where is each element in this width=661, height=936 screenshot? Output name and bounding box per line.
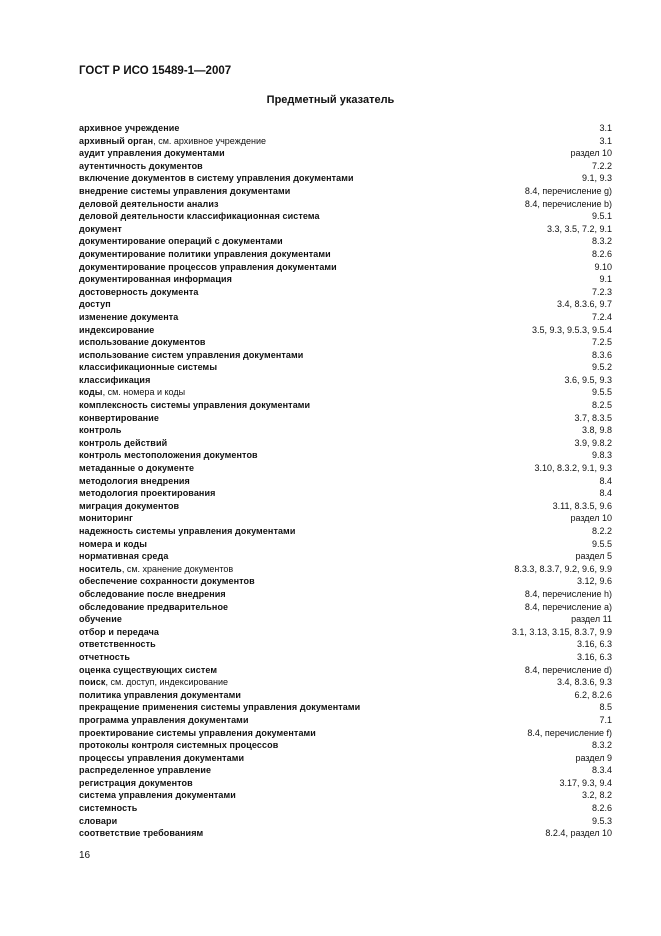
entry-term: проектирование системы управления документами: [79, 727, 316, 738]
entry-term-group: [79, 525, 295, 538]
entry-term-group: [79, 550, 168, 563]
entry-term: миграция документов: [79, 500, 180, 511]
entry-term: обследование предварительное: [79, 601, 229, 612]
entry-term-group: [79, 789, 236, 802]
entry-section-reference: 8.5: [599, 702, 612, 713]
index-entry: [79, 575, 612, 588]
entry-term-group: [79, 638, 156, 651]
entry-section-reference: 3.1, 3.13, 3.15, 8.3.7, 9.9: [511, 626, 612, 637]
entry-section-reference: 9.5.5: [591, 538, 612, 549]
entry-section-reference: 3.10, 8.3.2, 9.1, 9.3: [534, 463, 612, 474]
entry-term: обследование после внедрения: [79, 588, 226, 599]
entry-term: архивный орган: [79, 135, 154, 146]
entry-term: носитель: [79, 563, 122, 574]
index-entry: [79, 563, 612, 576]
index-entry: [79, 613, 612, 626]
index-entry: [79, 475, 612, 488]
index-entry: [79, 147, 612, 160]
entry-term: распределенное управление: [79, 765, 212, 776]
entry-term: включение документов в систему управления документами: [79, 173, 354, 184]
entry-term-group: [79, 588, 226, 601]
index-entry: [79, 298, 612, 311]
entry-term-group: [79, 462, 194, 475]
entry-term: регистрация документов: [79, 777, 193, 788]
entry-section-reference: раздел 10: [570, 148, 612, 159]
index-entry: [79, 412, 612, 425]
entry-term-group: [79, 777, 193, 790]
entry-section-reference: 8.3.3, 8.3.7, 9.2, 9.6, 9.9: [514, 563, 612, 574]
entry-term-group: [79, 689, 241, 702]
index-entry: [79, 386, 612, 399]
entry-term-group: [79, 500, 179, 513]
entry-term-group: [79, 601, 228, 614]
index-entry: [79, 122, 612, 135]
entry-term: соответствие требованиям: [79, 828, 204, 839]
index-entry: [79, 727, 612, 740]
entry-section-reference: 3.16, 6.3: [576, 651, 612, 662]
index-entry: [79, 714, 612, 727]
entry-term-group: [79, 361, 217, 374]
index-entry: [79, 764, 612, 777]
index-entry: [79, 223, 612, 236]
entry-see-reference: , см. хранение документов: [121, 563, 234, 574]
entry-term: индексирование: [79, 324, 155, 335]
entry-section-reference: 8.4: [599, 475, 612, 486]
entry-term-group: [79, 651, 130, 664]
entry-term-group: [79, 399, 310, 412]
index-entry: [79, 487, 612, 500]
entry-term: методология проектирования: [79, 488, 216, 499]
entry-term: использование документов: [79, 337, 206, 348]
entry-section-reference: раздел 10: [570, 513, 612, 524]
entry-section-reference: 9.8.3: [591, 450, 612, 461]
entry-term-group: [79, 487, 215, 500]
entry-term: классификационные системы: [79, 362, 218, 373]
entry-term-group: [79, 424, 122, 437]
entry-term: деловой деятельности анализ: [79, 198, 219, 209]
entry-term-group: [79, 701, 360, 714]
entry-section-reference: 8.2.4, раздел 10: [545, 828, 612, 839]
entry-section-reference: 9.5.3: [591, 815, 612, 826]
entry-section-reference: 3.7, 8.3.5: [574, 412, 612, 423]
index-entry: [79, 802, 612, 815]
entry-section-reference: раздел 5: [575, 551, 612, 562]
entry-section-reference: 7.2.4: [591, 311, 612, 322]
entry-section-reference: 9.1: [599, 274, 612, 285]
entry-section-reference: 8.4, перечисление g): [524, 185, 612, 196]
entry-section-reference: 9.5.2: [591, 362, 612, 373]
index-entry: [79, 198, 612, 211]
entry-section-reference: 3.4, 8.3.6, 9.7: [556, 299, 612, 310]
entry-term-group: [79, 349, 303, 362]
entry-term-group: [79, 752, 244, 765]
entry-section-reference: 3.2, 8.2: [581, 790, 612, 801]
entry-term: номера и коды: [79, 538, 147, 549]
index-entry: [79, 160, 612, 173]
entry-term-group: [79, 563, 233, 576]
entry-section-reference: 3.4, 8.3.6, 9.3: [556, 677, 612, 688]
entry-term: документированная информация: [79, 274, 232, 285]
index-entry: [79, 525, 612, 538]
entry-see-reference: , см. номера и коды: [102, 387, 186, 398]
entry-term: прекращение применения системы управления документами: [79, 702, 361, 713]
entry-section-reference: 8.2.6: [591, 803, 612, 814]
entry-term-group: [79, 235, 283, 248]
entry-term: использование систем управления документами: [79, 349, 304, 360]
entry-section-reference: 3.8, 9.8: [581, 425, 612, 436]
entry-section-reference: 3.11, 8.3.5, 9.6: [552, 500, 612, 511]
entry-term: доступ: [79, 299, 111, 310]
entry-term-group: [79, 827, 203, 840]
index-entry: [79, 588, 612, 601]
index-entry: [79, 273, 612, 286]
entry-term: конвертирование: [79, 412, 159, 423]
entry-term-group: [79, 802, 137, 815]
index-entry: [79, 374, 612, 387]
entry-section-reference: 3.12, 9.6: [576, 576, 612, 587]
index-entry: [79, 676, 612, 689]
entry-term: внедрение системы управления документами: [79, 185, 291, 196]
entry-section-reference: 8.4, перечисление a): [524, 601, 612, 612]
entry-term: классификация: [79, 374, 151, 385]
entry-section-reference: раздел 9: [575, 752, 612, 763]
entry-section-reference: 8.4, перечисление f): [527, 727, 612, 738]
entry-section-reference: 8.3.6: [591, 349, 612, 360]
entry-term-group: [79, 475, 190, 488]
entry-term-group: [79, 311, 178, 324]
entry-term-group: [79, 664, 217, 677]
index-entry: [79, 739, 612, 752]
entry-term-group: [79, 324, 154, 337]
index-entry: [79, 261, 612, 274]
entry-term: обеспечение сохранности документов: [79, 576, 255, 587]
index-entry: [79, 777, 612, 790]
entry-term-group: [79, 122, 179, 135]
entry-section-reference: 8.4, перечисление d): [524, 664, 612, 675]
entry-term-group: [79, 298, 111, 311]
entry-section-reference: 7.2.3: [591, 286, 612, 297]
entry-term: протоколы контроля системных процессов: [79, 740, 279, 751]
entry-section-reference: 3.17, 9.3, 9.4: [559, 777, 612, 788]
index-entry: [79, 135, 612, 148]
index-entry: [79, 248, 612, 261]
entry-section-reference: 8.4, перечисление h): [524, 588, 612, 599]
index-entry: [79, 286, 612, 299]
index-entry: [79, 437, 612, 450]
entry-section-reference: 9.10: [594, 261, 612, 272]
subject-index-list: [79, 122, 612, 840]
index-entry: [79, 210, 612, 223]
entry-section-reference: 3.5, 9.3, 9.5.3, 9.5.4: [531, 324, 612, 335]
entry-term: поиск: [79, 677, 106, 688]
entry-term-group: [79, 261, 337, 274]
index-entry: [79, 424, 612, 437]
entry-term: отчетность: [79, 651, 130, 662]
index-entry: [79, 324, 612, 337]
entry-section-reference: 8.2.5: [591, 400, 612, 411]
entry-term-group: [79, 185, 290, 198]
entry-term: системность: [79, 803, 138, 814]
index-entry: [79, 449, 612, 462]
entry-section-reference: 6.2, 8.2.6: [574, 689, 612, 700]
entry-term-group: [79, 676, 228, 689]
entry-term-group: [79, 437, 167, 450]
entry-term-group: [79, 172, 354, 185]
entry-term-group: [79, 613, 122, 626]
entry-see-reference: , см. архивное учреждение: [153, 135, 266, 146]
entry-term: контроль: [79, 425, 122, 436]
index-entry: [79, 185, 612, 198]
entry-term-group: [79, 198, 219, 211]
entry-section-reference: 3.1: [599, 135, 612, 146]
entry-section-reference: 9.1, 9.3: [581, 173, 612, 184]
index-entry: [79, 399, 612, 412]
entry-term-group: [79, 626, 159, 639]
entry-term: программа управления документами: [79, 714, 249, 725]
entry-term: комплексность системы управления документами: [79, 400, 311, 411]
entry-term: документ: [79, 223, 122, 234]
index-entry: [79, 550, 612, 563]
entry-term-group: [79, 336, 206, 349]
entry-term: процессы управления документами: [79, 752, 245, 763]
entry-term: обучение: [79, 614, 122, 625]
entry-section-reference: 8.2.2: [591, 526, 612, 536]
index-entry: [79, 235, 612, 248]
entry-section-reference: 3.9, 9.8.2: [574, 437, 612, 448]
index-entry: [79, 311, 612, 324]
entry-term: документирование политики управления документами: [79, 248, 331, 259]
entry-term: оценка существующих систем: [79, 664, 218, 675]
entry-term-group: [79, 386, 185, 399]
entry-term: система управления документами: [79, 790, 236, 801]
entry-section-reference: 9.5.1: [591, 211, 612, 222]
entry-section-reference: 7.2.5: [591, 337, 612, 348]
entry-section-reference: 8.4, перечисление b): [524, 198, 612, 209]
index-entry: [79, 462, 612, 475]
entry-term-group: [79, 223, 122, 236]
index-entry: [79, 361, 612, 374]
entry-section-reference: 3.16, 6.3: [576, 639, 612, 650]
entry-term: аудит управления документами: [79, 148, 225, 159]
entry-term-group: [79, 286, 198, 299]
entry-term: политика управления документами: [79, 689, 241, 700]
entry-section-reference: 7.1: [599, 714, 612, 725]
index-entry: [79, 172, 612, 185]
entry-term: методология внедрения: [79, 475, 190, 486]
entry-term-group: [79, 727, 316, 740]
entry-section-reference: 3.6, 9.5, 9.3: [564, 374, 612, 385]
index-entry: [79, 701, 612, 714]
entry-section-reference: 8.3.2: [591, 236, 612, 247]
entry-section-reference: раздел 11: [571, 614, 612, 625]
index-entry: [79, 512, 612, 525]
entry-section-reference: 8.3.2: [591, 740, 612, 751]
entry-term-group: [79, 815, 117, 828]
index-entry: [79, 664, 612, 677]
page-number: 16: [79, 850, 91, 861]
index-entry: [79, 601, 612, 614]
entry-term-group: [79, 538, 147, 551]
index-entry: [79, 626, 612, 639]
entry-term: контроль действий: [79, 437, 168, 448]
entry-term-group: [79, 764, 211, 777]
index-entry: [79, 815, 612, 828]
entry-section-reference: 8.4: [599, 488, 612, 499]
entry-term-group: [79, 135, 266, 148]
entry-section-reference: 8.2.6: [591, 248, 612, 259]
document-header: ГОСТ Р ИСО 15489-1—2007: [79, 65, 232, 77]
entry-section-reference: 9.5.5: [591, 387, 612, 398]
entry-term: метаданные о документе: [79, 463, 195, 474]
index-entry: [79, 538, 612, 551]
entry-term-group: [79, 449, 258, 462]
entry-term-group: [79, 210, 320, 223]
index-entry: [79, 349, 612, 362]
entry-term: изменение документа: [79, 311, 179, 322]
entry-term-group: [79, 714, 249, 727]
entry-section-reference: 3.3, 3.5, 7.2, 9.1: [546, 223, 612, 234]
entry-term-group: [79, 739, 278, 752]
entry-term: документирование операций с документами: [79, 236, 283, 247]
entry-term: мониторинг: [79, 513, 134, 524]
index-entry: [79, 500, 612, 513]
entry-term-group: [79, 512, 133, 525]
index-entry: [79, 689, 612, 702]
entry-term: достоверность документа: [79, 286, 199, 297]
entry-term: коды: [79, 387, 103, 398]
entry-section-reference: 3.1: [599, 123, 612, 133]
entry-section-reference: 8.3.4: [591, 765, 612, 776]
index-entry: [79, 789, 612, 802]
index-entry: [79, 336, 612, 349]
page-title: Предметный указатель: [266, 94, 395, 106]
index-entry: [79, 638, 612, 651]
index-entry: [79, 752, 612, 765]
entry-term-group: [79, 575, 255, 588]
entry-section-reference: 7.2.2: [591, 160, 612, 171]
entry-see-reference: , см. доступ, индексирование: [105, 677, 229, 688]
entry-term-group: [79, 412, 159, 425]
entry-term: документирование процессов управления документами: [79, 261, 337, 272]
entry-term: архивное учреждение: [79, 123, 180, 133]
index-entry: [79, 651, 612, 664]
entry-term: нормативная среда: [79, 551, 169, 562]
entry-term: отбор и передача: [79, 626, 160, 637]
entry-term: ответственность: [79, 639, 156, 650]
entry-term-group: [79, 374, 150, 387]
entry-term: аутентичность документов: [79, 160, 203, 171]
entry-term: деловой деятельности классификационная система: [79, 211, 320, 222]
entry-term: надежность системы управления документами: [79, 526, 296, 536]
entry-term: словари: [79, 815, 118, 826]
entry-term: контроль местоположения документов: [79, 450, 258, 461]
entry-term-group: [79, 160, 203, 173]
entry-term-group: [79, 147, 225, 160]
entry-term-group: [79, 273, 232, 286]
entry-term-group: [79, 248, 331, 261]
index-entry: [79, 827, 612, 840]
